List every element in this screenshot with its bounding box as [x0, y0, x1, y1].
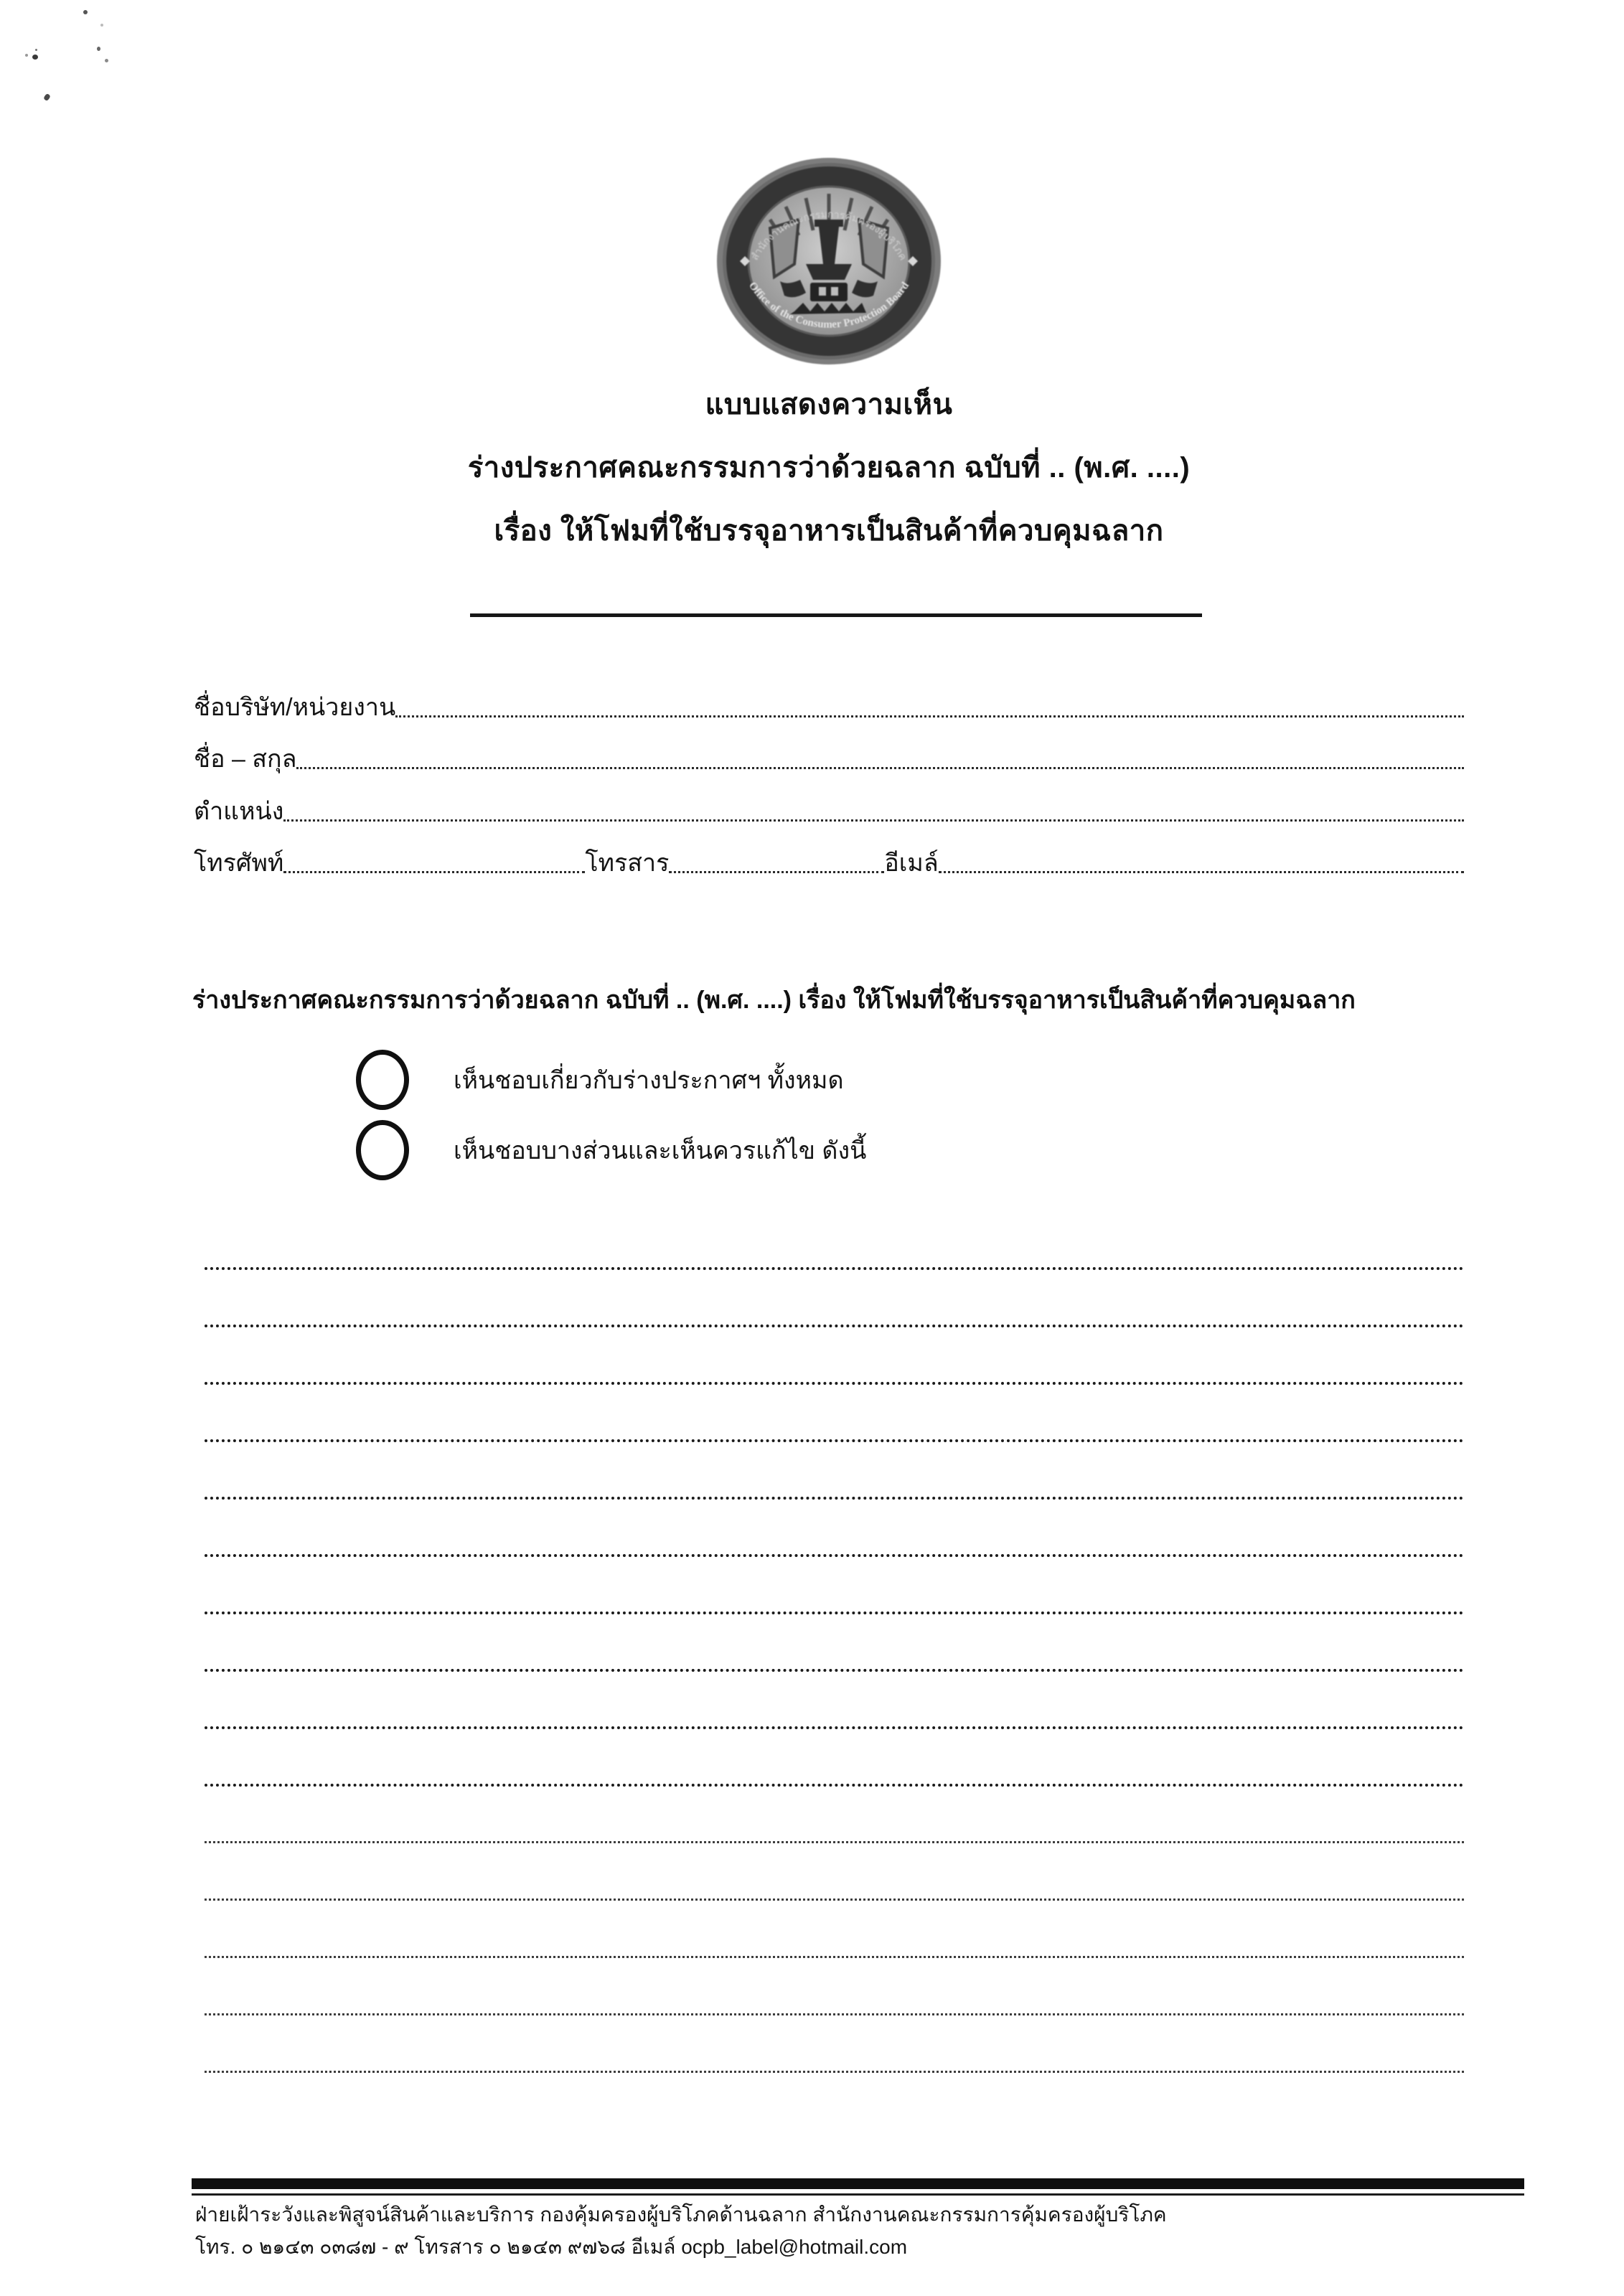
comment-input-line[interactable] — [205, 1612, 1464, 1614]
radio-circle-icon[interactable] — [356, 1050, 409, 1110]
footer-rule — [192, 2193, 1524, 2196]
comment-input-line[interactable] — [205, 1439, 1464, 1442]
option-label-agree-partial: เห็นชอบบางส่วนและเห็นควรแก้ไข ดังนี้ — [454, 1137, 867, 1165]
email-input-line[interactable] — [939, 871, 1464, 873]
title-line-3: เรื่อง ให้โฟมที่ใช้บรรจุอาหารเป็นสินค้าที่ควบคุมฉลาก — [494, 515, 1164, 547]
email-label: อีเมล์ — [884, 850, 939, 877]
position-input-line[interactable] — [283, 819, 1464, 822]
comment-input-line[interactable] — [205, 1325, 1464, 1327]
option-row-agree-partial — [356, 1119, 1289, 1181]
comment-input-line[interactable] — [205, 1899, 1464, 1901]
scan-speck — [25, 54, 28, 57]
comment-input-line[interactable] — [205, 1841, 1464, 1843]
ocpb-seal-graphic — [714, 156, 944, 366]
field-row-contact — [194, 842, 1464, 877]
scan-speck — [83, 10, 88, 14]
comment-input-line[interactable] — [205, 1956, 1464, 1958]
form-subtitle-subject — [36, 514, 1622, 548]
fax-label: โทรสาร — [585, 850, 670, 877]
section-heading: ร่างประกาศคณะกรรมการว่าด้วยฉลาก ฉบับที่ .. (พ.ศ. ....) เรื่อง ให้โฟมที่ใช้บรรจุอาหารเป็นสินค้าที่ควบคุมฉลาก — [192, 987, 1356, 1014]
form-title — [36, 387, 1622, 422]
option-label-agree-all: เห็นชอบเกี่ยวกับร่างประกาศฯ ทั้งหมด — [454, 1067, 844, 1094]
comment-input-line[interactable] — [205, 1554, 1464, 1557]
comment-input-line[interactable] — [205, 2013, 1464, 2015]
scan-speck — [32, 55, 38, 60]
option-row-agree-all — [356, 1049, 1289, 1111]
footer-dept-line: ฝ่ายเฝ้าระวังและพิสูจน์สินค้าและบริการ กองคุ้มครองผู้บริโภคด้านฉลาก สำนักงานคณะกรรมการคุ้มครองผู้บริโภค — [195, 2203, 1167, 2226]
scan-speck — [100, 24, 103, 27]
field-row-position — [194, 791, 1464, 825]
name-label: ชื่อ – สกุล — [194, 745, 297, 773]
scan-speck — [105, 59, 108, 62]
comment-input-line[interactable] — [205, 1726, 1464, 1729]
company-input-line[interactable] — [395, 715, 1464, 718]
field-row-name — [194, 738, 1464, 773]
footer-contact-line: โทร. ๐ ๒๑๔๓ ๐๓๘๗ - ๙ โทรสาร ๐ ๒๑๔๓ ๙๗๖๘ อีเมล์ ocpb_label@hotmail.com — [195, 2236, 908, 2258]
field-row-company — [194, 687, 1464, 721]
name-input-line[interactable] — [296, 767, 1464, 769]
form-subtitle-draft — [36, 451, 1622, 485]
seal-ring-text-en: Office of the Consumer Protection Board — [746, 280, 911, 331]
comment-input-line[interactable] — [205, 1382, 1464, 1385]
title-divider — [470, 613, 1202, 617]
scan-speck — [97, 47, 100, 51]
comment-input-line[interactable] — [205, 1267, 1464, 1270]
title-line-2: ร่างประกาศคณะกรรมการว่าด้วยฉลาก ฉบับที่ .. (พ.ศ. ....) — [467, 452, 1191, 484]
comment-input-line[interactable] — [205, 1497, 1464, 1500]
fax-input-line[interactable] — [669, 871, 884, 873]
comment-input-line[interactable] — [205, 2071, 1464, 2073]
comment-input-line[interactable] — [205, 1784, 1464, 1787]
phone-input-line[interactable] — [283, 871, 585, 873]
position-label: ตำแหน่ง — [194, 798, 284, 825]
comment-input-line[interactable] — [205, 1669, 1464, 1672]
phone-label: โทรศัพท์ — [194, 850, 284, 877]
seal-ring-text-th: สำนักงานคณะกรรมการคุ้มครองผู้บริโภค — [749, 210, 909, 263]
title-line-1: แบบแสดงความเห็น — [705, 389, 953, 420]
scan-speck — [43, 93, 51, 101]
scan-speck — [35, 49, 37, 51]
company-label: ชื่อบริษัท/หน่วยงาน — [194, 694, 396, 721]
ocpb-seal — [714, 156, 944, 366]
radio-circle-icon[interactable] — [356, 1120, 409, 1180]
footer-bar — [192, 2178, 1524, 2189]
